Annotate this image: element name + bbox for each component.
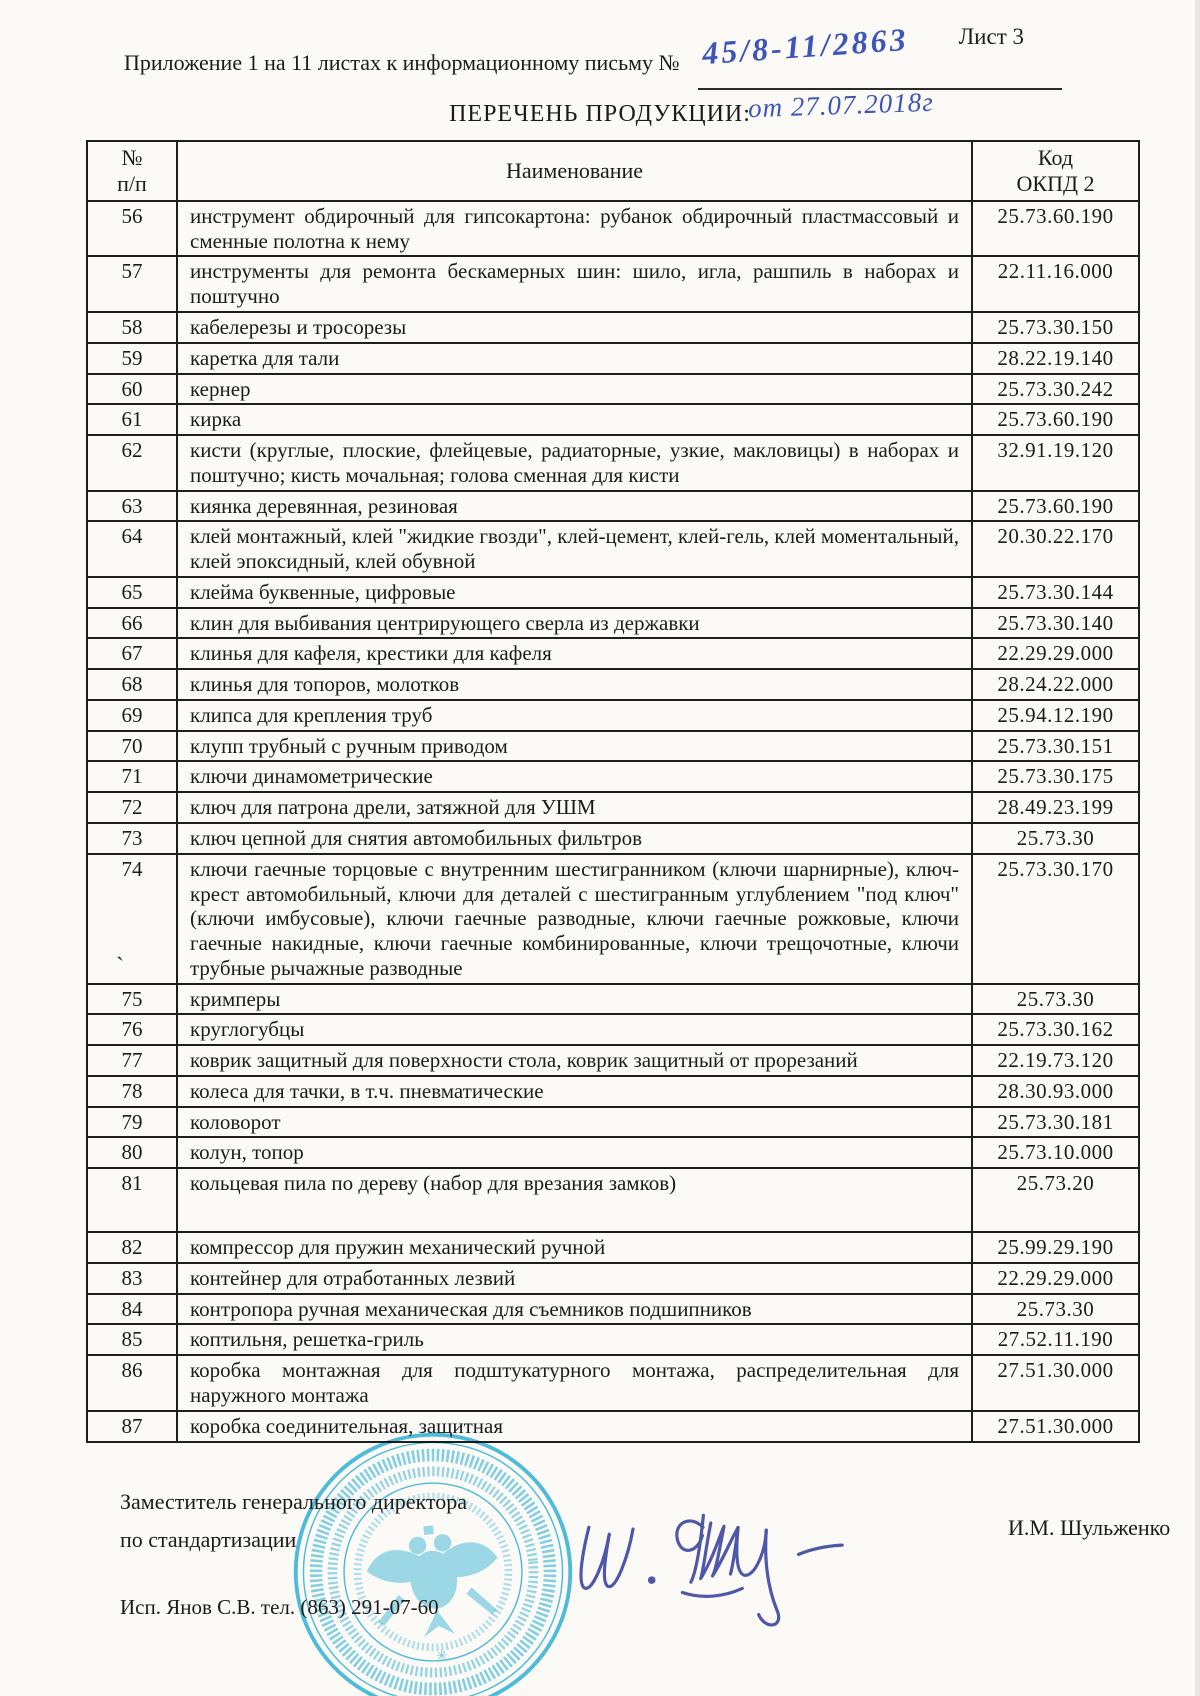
okpd-code: 25.73.10.000: [997, 1140, 1114, 1165]
table-row: [87, 761, 1139, 792]
product-name-cell: [177, 1324, 972, 1355]
product-name-cell: [177, 792, 972, 823]
table-row: [87, 1232, 1139, 1263]
row-number: 83: [121, 1265, 143, 1290]
table-row: [87, 854, 1139, 984]
header-code-line2: ОКПД 2: [1016, 170, 1095, 196]
product-name: ключи динамометрические: [190, 764, 433, 789]
product-name-cell: [177, 669, 972, 700]
okpd-code: 25.73.30: [1016, 825, 1095, 850]
row-number: 76: [121, 1017, 143, 1042]
product-name-cell: [177, 1076, 972, 1107]
row-number-cell: [87, 854, 177, 984]
table-row: [87, 700, 1139, 731]
product-name-cell: [177, 1294, 972, 1325]
row-number-cell: [87, 343, 177, 374]
okpd-code-cell: [972, 491, 1139, 522]
executor-contact: Исп. Янов С.В. тел. (863) 291-07-60: [120, 1594, 439, 1619]
row-number: 63: [121, 493, 143, 518]
product-name: коловорот: [190, 1109, 281, 1134]
row-number: 70: [121, 733, 143, 758]
product-name-cell: [177, 404, 972, 435]
product-name-cell: [177, 1232, 972, 1263]
okpd-code: 25.99.29.190: [997, 1235, 1114, 1260]
okpd-code-cell: [972, 854, 1139, 984]
okpd-code: 25.73.30.151: [997, 733, 1114, 758]
row-number: 69: [121, 702, 143, 727]
product-name-cell: [177, 343, 972, 374]
okpd-code: 25.73.30.144: [997, 579, 1114, 604]
product-name: ключи гаечные торцовые с внутренним шестигранником (ключи шарнирные), ключ-крест автомобильный, ключи для деталей с шестигранным углублением "под ключ" (ключи имбусовые), ключи гаечные разводные, ключи гаечные рожковые, ключи гаечные накидные, ключи гаечные комбинированные, ключи трещочотные, ключи трубные рычажные разводные: [190, 856, 959, 980]
okpd-code: 25.73.30.162: [997, 1017, 1114, 1042]
okpd-code: 28.49.23.199: [997, 795, 1114, 820]
table-row: [87, 792, 1139, 823]
product-name-cell: [177, 374, 972, 405]
row-number: 61: [121, 407, 143, 432]
row-number: 65: [121, 579, 143, 604]
row-number: 81: [121, 1171, 143, 1196]
product-name: компрессор для пружин механический ручной: [190, 1235, 606, 1260]
row-number-cell: [87, 823, 177, 854]
okpd-code: 22.11.16.000: [997, 259, 1114, 284]
product-name: клупп трубный с ручным приводом: [190, 733, 508, 758]
handwritten-date: от 27.07.2018г: [747, 86, 935, 124]
row-number: 68: [121, 672, 143, 697]
header-product-name: Наименование: [177, 141, 972, 201]
table-row: [87, 1076, 1139, 1107]
product-name-cell: [177, 608, 972, 639]
row-number-cell: [87, 404, 177, 435]
row-number: 71: [121, 764, 143, 789]
row-number-cell: [87, 669, 177, 700]
handwritten-letter-number: 45/8-11/2863: [700, 20, 910, 72]
okpd-code-cell: [972, 1232, 1139, 1263]
table-row: [87, 1107, 1139, 1138]
table-row: [87, 201, 1139, 257]
table-row: [87, 435, 1139, 491]
product-name: коробка соединительная, защитная: [190, 1413, 503, 1438]
table-row: [87, 638, 1139, 669]
table-row: [87, 1324, 1139, 1355]
product-name-cell: [177, 1168, 972, 1232]
product-name-cell: [177, 256, 972, 312]
product-name: кирка: [190, 407, 242, 432]
okpd-code: 25.73.30: [1016, 1296, 1095, 1321]
row-number-cell: [87, 1355, 177, 1411]
row-number: 77: [121, 1048, 143, 1073]
product-name: кисти (круглые, плоские, флейцевые, радиаторные, узкие, макловицы) в наборах и поштучно; кисть мочальная; голова сменная для кисти: [190, 438, 959, 487]
row-number: 62: [121, 438, 143, 463]
sheet-number: Лист 3: [958, 24, 1024, 49]
okpd-code: 20.30.22.170: [997, 524, 1114, 549]
stray-pen-mark: `: [116, 953, 124, 980]
product-name-cell: [177, 1263, 972, 1294]
row-number: 57: [121, 259, 143, 284]
product-name: клей монтажный, клей "жидкие гвозди", клей-цемент, клей-гель, клей моментальный, клей эпоксидный, клей обувной: [190, 524, 959, 574]
product-name-cell: [177, 1137, 972, 1168]
okpd-code: 25.73.60.190: [997, 407, 1114, 432]
row-number: 74: [121, 856, 143, 881]
appendix-line: Приложение 1 на 11 листах к информационному письму №: [124, 50, 680, 75]
product-name-cell: [177, 854, 972, 984]
product-name: кабелерезы и тросорезы: [190, 314, 407, 339]
product-name: колеса для тачки, в т.ч. пневматические: [190, 1078, 544, 1103]
okpd-code-cell: [972, 404, 1139, 435]
product-name: контейнер для отработанных лезвий: [190, 1265, 516, 1290]
signer-position-line2: по стандартизации: [120, 1526, 297, 1552]
okpd-code-cell: [972, 1263, 1139, 1294]
product-name-cell: [177, 823, 972, 854]
row-number-cell: [87, 374, 177, 405]
table-row: [87, 491, 1139, 522]
okpd-code: 25.73.60.190: [997, 493, 1114, 518]
okpd-code-cell: [972, 792, 1139, 823]
product-name: клейма буквенные, цифровые: [190, 579, 456, 604]
product-name: колун, топор: [190, 1140, 304, 1165]
row-number-cell: [87, 1232, 177, 1263]
row-number-cell: [87, 1076, 177, 1107]
signer-name: И.М. Шульженко: [1008, 1514, 1171, 1540]
row-number: 80: [121, 1140, 143, 1165]
header-code-line1: Код: [1037, 145, 1074, 170]
row-number-cell: [87, 521, 177, 577]
product-name: инструменты для ремонта бескамерных шин: шило, игла, рашпиль в наборах и поштучно: [190, 259, 959, 309]
table-header-row: [87, 141, 1139, 201]
okpd-code: 25.73.30.170: [997, 856, 1114, 881]
okpd-code-cell: [972, 1107, 1139, 1138]
product-name: коптильня, решетка-гриль: [190, 1327, 424, 1352]
page-title: ПЕРЕЧЕНЬ ПРОДУКЦИИ:: [449, 101, 751, 127]
row-number-cell: [87, 638, 177, 669]
okpd-code-cell: [972, 577, 1139, 608]
okpd-code-cell: [972, 343, 1139, 374]
okpd-code-cell: [972, 1137, 1139, 1168]
row-number-cell: [87, 435, 177, 491]
product-name-cell: [177, 1355, 972, 1411]
header-row-number: [87, 141, 177, 201]
product-name-cell: [177, 731, 972, 762]
table-row: [87, 374, 1139, 405]
row-number: 87: [121, 1413, 143, 1438]
product-name: круглогубцы: [190, 1017, 305, 1042]
okpd-code-cell: [972, 435, 1139, 491]
okpd-code-cell: [972, 1014, 1139, 1045]
table-row: [87, 343, 1139, 374]
row-number: 78: [121, 1078, 143, 1103]
okpd-code: 28.30.93.000: [997, 1078, 1114, 1103]
row-number-cell: [87, 1294, 177, 1325]
products-table: [86, 140, 1140, 1443]
okpd-code-cell: [972, 521, 1139, 577]
row-number-cell: [87, 1263, 177, 1294]
okpd-code: 25.73.30.140: [997, 610, 1114, 635]
header-num-line2: п/п: [117, 170, 147, 196]
row-number-cell: [87, 1411, 177, 1442]
table-row: [87, 731, 1139, 762]
okpd-code-cell: [972, 1294, 1139, 1325]
okpd-code: 25.73.20: [1016, 1171, 1095, 1196]
okpd-code: 22.29.29.000: [997, 641, 1114, 666]
okpd-code: 28.22.19.140: [997, 345, 1114, 370]
okpd-code: 27.51.30.000: [997, 1358, 1114, 1383]
table-row: [87, 1355, 1139, 1411]
product-name-cell: [177, 1014, 972, 1045]
product-name: кольцевая пила по дереву (набор для врезания замков): [190, 1171, 677, 1196]
row-number: 84: [121, 1296, 143, 1321]
row-number-cell: [87, 761, 177, 792]
table-row: [87, 608, 1139, 639]
product-name-cell: [177, 984, 972, 1015]
product-name-cell: [177, 577, 972, 608]
okpd-code-cell: [972, 761, 1139, 792]
okpd-code-cell: [972, 823, 1139, 854]
okpd-code: 25.94.12.190: [997, 702, 1114, 727]
table-row: [87, 312, 1139, 343]
row-number-cell: [87, 792, 177, 823]
row-number-cell: [87, 1137, 177, 1168]
table-row: [87, 1045, 1139, 1076]
row-number: 75: [121, 986, 143, 1011]
row-number: 82: [121, 1235, 143, 1260]
okpd-code-cell: [972, 700, 1139, 731]
okpd-code-cell: [972, 1076, 1139, 1107]
row-number-cell: [87, 984, 177, 1015]
okpd-code: 22.19.73.120: [997, 1048, 1114, 1073]
product-name: контропора ручная механическая для съемников подшипников: [190, 1296, 752, 1321]
product-name-cell: [177, 638, 972, 669]
table-row: [87, 521, 1139, 577]
table-row: [87, 669, 1139, 700]
row-number-cell: [87, 1014, 177, 1045]
product-name: инструмент обдирочный для гипсокартона: рубанок обдирочный пластмассовый и сменные полотна к нему: [190, 203, 959, 253]
okpd-code: 25.73.60.190: [997, 203, 1114, 228]
row-number-cell: [87, 1324, 177, 1355]
handwritten-signature: [552, 1459, 1022, 1629]
okpd-code: 22.29.29.000: [997, 1265, 1114, 1290]
scan-edge-shadow: [1195, 0, 1200, 1696]
row-number: 60: [121, 376, 143, 401]
okpd-code-cell: [972, 1045, 1139, 1076]
okpd-code: 25.73.30.150: [997, 314, 1114, 339]
row-number: 86: [121, 1358, 143, 1383]
product-name: ключ для патрона дрели, затяжной для УШМ: [190, 795, 596, 820]
table-row: [87, 1168, 1139, 1232]
product-name-cell: [177, 201, 972, 257]
okpd-code: 27.51.30.000: [997, 1413, 1114, 1438]
okpd-code-cell: [972, 984, 1139, 1015]
product-name: клин для выбивания центрирующего сверла из державки: [190, 610, 700, 635]
product-name: ключ цепной для снятия автомобильных фильтров: [190, 825, 643, 850]
row-number-cell: [87, 312, 177, 343]
table-row: [87, 404, 1139, 435]
okpd-code-cell: [972, 1411, 1139, 1442]
product-name: клинья для кафеля, крестики для кафеля: [190, 641, 552, 666]
product-name-cell: [177, 491, 972, 522]
signature-block: [0, 1459, 1200, 1696]
row-number-cell: [87, 731, 177, 762]
row-number: 58: [121, 314, 143, 339]
product-name: кернер: [190, 376, 251, 401]
table-row: [87, 1294, 1139, 1325]
product-name: клипса для крепления труб: [190, 702, 433, 727]
row-number-cell: [87, 256, 177, 312]
row-number: 56: [121, 203, 143, 228]
okpd-code-cell: [972, 256, 1139, 312]
okpd-code-cell: [972, 1324, 1139, 1355]
okpd-code-cell: [972, 669, 1139, 700]
row-number: 73: [121, 825, 143, 850]
row-number-cell: [87, 1168, 177, 1232]
product-name-cell: [177, 521, 972, 577]
product-name-cell: [177, 1045, 972, 1076]
row-number-cell: [87, 608, 177, 639]
okpd-code: 25.73.30.242: [997, 376, 1114, 401]
row-number-cell: [87, 201, 177, 257]
row-number: 66: [121, 610, 143, 635]
okpd-code: 28.24.22.000: [997, 672, 1114, 697]
okpd-code-cell: [972, 1168, 1139, 1232]
product-name-cell: [177, 1411, 972, 1442]
table-row: [87, 1263, 1139, 1294]
signer-position-line1: Заместитель генерального директора: [120, 1488, 468, 1514]
table-row: [87, 1137, 1139, 1168]
product-name-cell: [177, 700, 972, 731]
table-row: [87, 1014, 1139, 1045]
header-num-line1: №: [121, 145, 143, 170]
table-body: [87, 201, 1139, 1442]
table-row: [87, 577, 1139, 608]
row-number-cell: [87, 577, 177, 608]
okpd-code: 27.52.11.190: [997, 1327, 1114, 1352]
row-number: 67: [121, 641, 143, 666]
okpd-code-cell: [972, 374, 1139, 405]
okpd-code: 32.91.19.120: [997, 438, 1114, 463]
okpd-code: 25.73.30.181: [997, 1109, 1114, 1134]
product-name: коврик защитный для поверхности стола, коврик защитный от прорезаний: [190, 1048, 858, 1073]
row-number: 64: [121, 524, 143, 549]
stamp-star: ✳: [434, 1647, 449, 1665]
okpd-code: 25.73.30.175: [997, 764, 1114, 789]
row-number-cell: [87, 1045, 177, 1076]
product-name: клинья для топоров, молотков: [190, 672, 460, 697]
table-row: [87, 256, 1139, 312]
okpd-code-cell: [972, 201, 1139, 257]
row-number-cell: [87, 491, 177, 522]
round-stamp: [274, 1412, 593, 1696]
product-name-cell: [177, 1107, 972, 1138]
okpd-code-cell: [972, 312, 1139, 343]
product-name: коробка монтажная для подштукатурного монтажа, распределительная для наружного монтажа: [190, 1358, 959, 1407]
row-number: 72: [121, 795, 143, 820]
product-name-cell: [177, 435, 972, 491]
table-row: [87, 823, 1139, 854]
document-header: [0, 0, 1200, 140]
table-row: [87, 984, 1139, 1015]
okpd-code-cell: [972, 1355, 1139, 1411]
product-name-cell: [177, 312, 972, 343]
stamp-eagle-emblem: [363, 1519, 505, 1642]
product-name: киянка деревянная, резиновая: [190, 493, 458, 518]
row-number: 59: [121, 345, 143, 370]
row-number-cell: [87, 1107, 177, 1138]
product-name: каретка для тали: [190, 345, 340, 370]
okpd-code: 25.73.30: [1016, 986, 1095, 1011]
product-name: кримперы: [190, 986, 281, 1011]
row-number: 79: [121, 1109, 143, 1134]
okpd-code-cell: [972, 608, 1139, 639]
row-number-cell: [87, 700, 177, 731]
product-name-cell: [177, 761, 972, 792]
okpd-code-cell: [972, 731, 1139, 762]
okpd-code-cell: [972, 638, 1139, 669]
table-row: [87, 1411, 1139, 1442]
header-okpd-code: [972, 141, 1139, 201]
row-number: 85: [121, 1327, 143, 1352]
